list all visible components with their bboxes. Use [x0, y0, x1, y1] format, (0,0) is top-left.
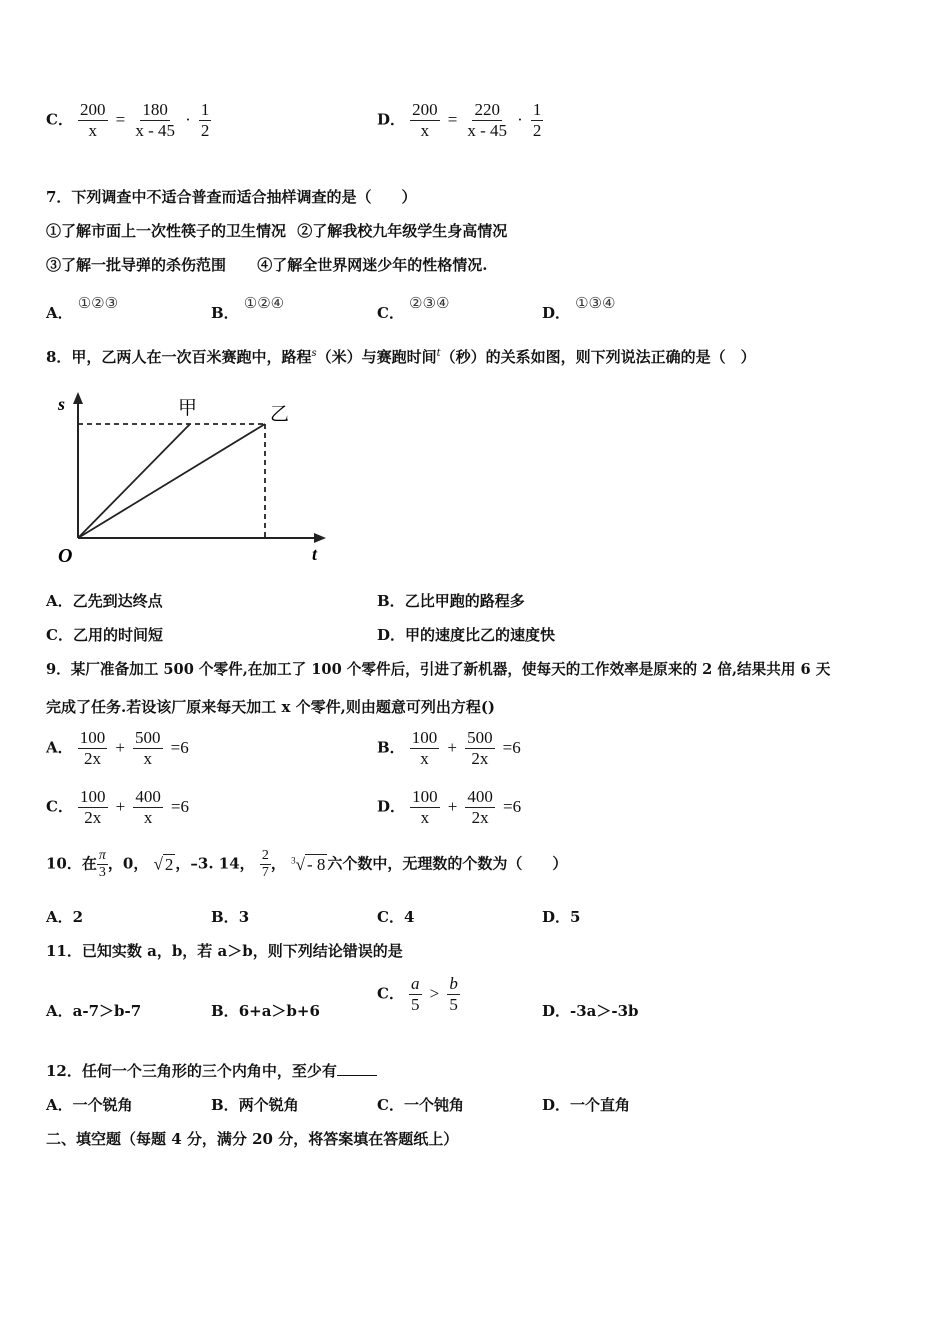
- option-text: 一个钝角: [403, 1096, 464, 1114]
- series-label-yi: 乙: [270, 403, 290, 425]
- option-label: D．: [377, 797, 406, 816]
- option-text: 一个锐角: [72, 1096, 133, 1114]
- option-label: A．: [46, 738, 73, 757]
- option-text: ①③④: [575, 294, 616, 312]
- line-yi: [78, 424, 265, 538]
- option-label: C．: [377, 984, 404, 1003]
- fraction: $\frac{400}{2x}$: [467, 787, 493, 827]
- q11-option-a: [46, 1000, 141, 1021]
- q12-option-d: [542, 1094, 630, 1115]
- q9-option-a: A． $\frac{100}{2x}$ + $\frac{500}{x}$ =6: [46, 728, 189, 768]
- option-text: ②③④: [409, 294, 450, 312]
- option-label: B．: [211, 1002, 239, 1020]
- option-text: 乙用的时间短: [72, 626, 163, 644]
- q8-option-b: [377, 590, 525, 611]
- fraction: $\frac{180}{x - 45}$: [135, 100, 175, 140]
- fraction: $\frac{400}{x}$: [135, 787, 161, 827]
- fraction: $\frac{200}{x}$: [80, 100, 106, 140]
- option-text: a-7＞b-7: [72, 1002, 142, 1020]
- option-label: C．: [46, 110, 73, 129]
- q7-item1: ①了解市面上一次性筷子的卫生情况: [46, 222, 287, 240]
- option-label: C．: [377, 908, 404, 926]
- q10-option-a: [46, 906, 83, 927]
- equation-rhs: =6: [502, 797, 522, 817]
- option-text: 3: [238, 908, 250, 926]
- option-label: A．: [46, 1002, 73, 1020]
- q12-option-a: [46, 1094, 133, 1115]
- option-text: 一个直角: [570, 1096, 631, 1114]
- option-label: A．: [46, 304, 73, 322]
- option-text: 乙比甲跑的路程多: [404, 592, 525, 610]
- fraction: $\frac{200}{x}$: [412, 100, 438, 140]
- q7-option-b: [211, 292, 285, 322]
- option-label: C．: [377, 304, 404, 322]
- option-label: C．: [46, 626, 73, 644]
- var-t: t: [436, 348, 441, 359]
- fraction: $\frac{220}{x - 45}$: [467, 100, 508, 140]
- answer-blank: [337, 1075, 377, 1076]
- q12-option-b: [211, 1094, 299, 1115]
- option-text: -3a＞-3b: [570, 1002, 639, 1020]
- fraction: $\frac{100}{x}$: [411, 728, 438, 768]
- q12-option-c: [377, 1094, 464, 1115]
- q6-option-c: C． $\frac{200}{x}$ = $\frac{180}{x - 45}$ · $\frac{1}{2}$: [46, 100, 210, 140]
- option-text: 4: [403, 908, 415, 926]
- option-text: ①②③: [77, 294, 119, 312]
- q11-option-b: [211, 1000, 320, 1021]
- fraction: $\frac{100}{x}$: [412, 787, 438, 827]
- x-axis-arrow: [314, 533, 326, 543]
- q9-option-d: D． $\frac{100}{x}$ + $\frac{400}{2x}$ =6: [377, 787, 522, 827]
- option-text: 乙先到达终点: [72, 592, 163, 610]
- option-label: D．: [542, 1096, 571, 1114]
- fraction: $\frac{a}{5}$: [411, 974, 420, 1014]
- option-label: D．: [377, 626, 406, 644]
- option-text: ①②④: [243, 294, 285, 312]
- fraction: $\frac{1}{2}$: [200, 100, 210, 140]
- q7-option-a: [46, 292, 119, 322]
- q9-option-c: C． $\frac{100}{2x}$ + $\frac{400}{x}$ =6: [46, 787, 190, 827]
- y-axis-label: s: [58, 394, 66, 414]
- q8-option-a: [46, 590, 163, 611]
- option-label: D．: [377, 110, 406, 129]
- q11-stem: 11．已知实数 a，b，若 a＞b，则下列结论错误的是: [46, 942, 403, 960]
- y-axis-arrow: [73, 392, 83, 404]
- q7-stem: 7．下列调查中不适合普查而适合抽样调查的是（ ）: [46, 188, 417, 206]
- q7-items-line1: [46, 220, 507, 241]
- option-text: 甲的速度比乙的速度快: [405, 626, 556, 644]
- fraction-pi-over-3: $\frac{\pi}{3}$: [98, 848, 106, 881]
- option-label: B．: [377, 738, 405, 757]
- option-label: B．: [377, 592, 405, 610]
- section-title: 二、填空题（每题 4 分，满分 20 分，将答案填在答题纸上）: [46, 1130, 459, 1148]
- option-label: D．: [542, 1002, 571, 1020]
- fraction: $\frac{100}{2x}$: [80, 787, 106, 827]
- q12-stem: 12．任何一个三角形的三个内角中，至少有: [46, 1060, 377, 1081]
- option-label: C．: [46, 797, 73, 816]
- q7-option-c: [377, 292, 450, 322]
- option-text: 2: [72, 908, 84, 926]
- q10-stem: 10．在 $\frac{\pi}{3}$ ，0， √ 2 ，–3. 14， $\frac{2}{7}$ ， $^3$√ - 8 六个数中，无理数的个数为（ ）: [46, 848, 568, 881]
- greater-than: >: [429, 984, 440, 1004]
- q10-option-b: [211, 906, 249, 927]
- equation-rhs: =6: [502, 738, 521, 758]
- q7-item2: ②了解我校九年级学生身高情况: [297, 222, 508, 240]
- fraction: $\frac{100}{2x}$: [79, 728, 106, 768]
- option-label: A．: [46, 1096, 73, 1114]
- q8-option-d: [377, 624, 555, 645]
- series-label-jia: 甲: [178, 397, 198, 419]
- equation-rhs: =6: [170, 797, 190, 817]
- q7-option-d: [542, 292, 616, 322]
- option-label: A．: [46, 908, 73, 926]
- sqrt-2: √ 2: [153, 854, 174, 874]
- fraction-2-over-7: $\frac{2}{7}$: [261, 848, 269, 881]
- q8-option-c: [46, 624, 163, 645]
- option-label: D．: [542, 304, 571, 322]
- option-label: B．: [211, 908, 239, 926]
- q9-option-b: B． $\frac{100}{x}$ + $\frac{500}{2x}$ =6: [377, 728, 521, 768]
- option-text: 5: [570, 908, 581, 926]
- q7-item4: ④了解全世界网迷少年的性格情况.: [257, 256, 488, 274]
- q7-item3: ③了解一批导弹的杀伤范围: [46, 256, 227, 274]
- var-s: s: [311, 348, 317, 359]
- option-text: 6+a＞b+6: [238, 1002, 320, 1020]
- q9-stem-line1: 9．某厂准备加工 500 个零件,在加工了 100 个零件后，引进了新机器，使每天的工作效率是原来的 2 倍,结果共用 6 天: [46, 661, 831, 678]
- q6-option-d: D． $\frac{200}{x}$ = $\frac{220}{x - 45}$ · $\frac{1}{2}$: [377, 100, 542, 140]
- fraction: $\frac{500}{x}$: [135, 728, 161, 768]
- origin-label: O: [58, 545, 73, 567]
- option-label: C．: [377, 1096, 404, 1114]
- q9-stem-line2: 完成了任务.若设该厂原来每天加工 x 个零件,则由题意可列出方程(): [46, 698, 496, 716]
- equation-rhs: =6: [170, 738, 189, 758]
- fraction: $\frac{500}{2x}$: [467, 728, 493, 768]
- option-label: A．: [46, 592, 73, 610]
- q10-option-c: [377, 906, 414, 927]
- q10-option-d: [542, 906, 580, 927]
- q11-option-d: [542, 1000, 639, 1021]
- option-label: B．: [211, 304, 239, 322]
- option-text: 两个锐角: [238, 1096, 299, 1114]
- fraction: $\frac{b}{5}$: [449, 974, 458, 1014]
- distance-time-graph: [50, 388, 340, 568]
- option-label: D．: [542, 908, 571, 926]
- fraction: $\frac{1}{2}$: [532, 100, 542, 140]
- q8-stem: 8．甲，乙两人在一次百米赛跑中，路程$^s$（米）与赛跑时间$^t$（秒）的关系如图，则下列说法正确的是（ ）: [46, 348, 756, 366]
- q7-items-line2: [46, 254, 487, 275]
- x-axis-label: t: [312, 544, 318, 564]
- cube-root-minus-8: $^3$√ - 8: [291, 854, 326, 874]
- q11-option-c: [377, 974, 460, 1014]
- option-label: B．: [211, 1096, 239, 1114]
